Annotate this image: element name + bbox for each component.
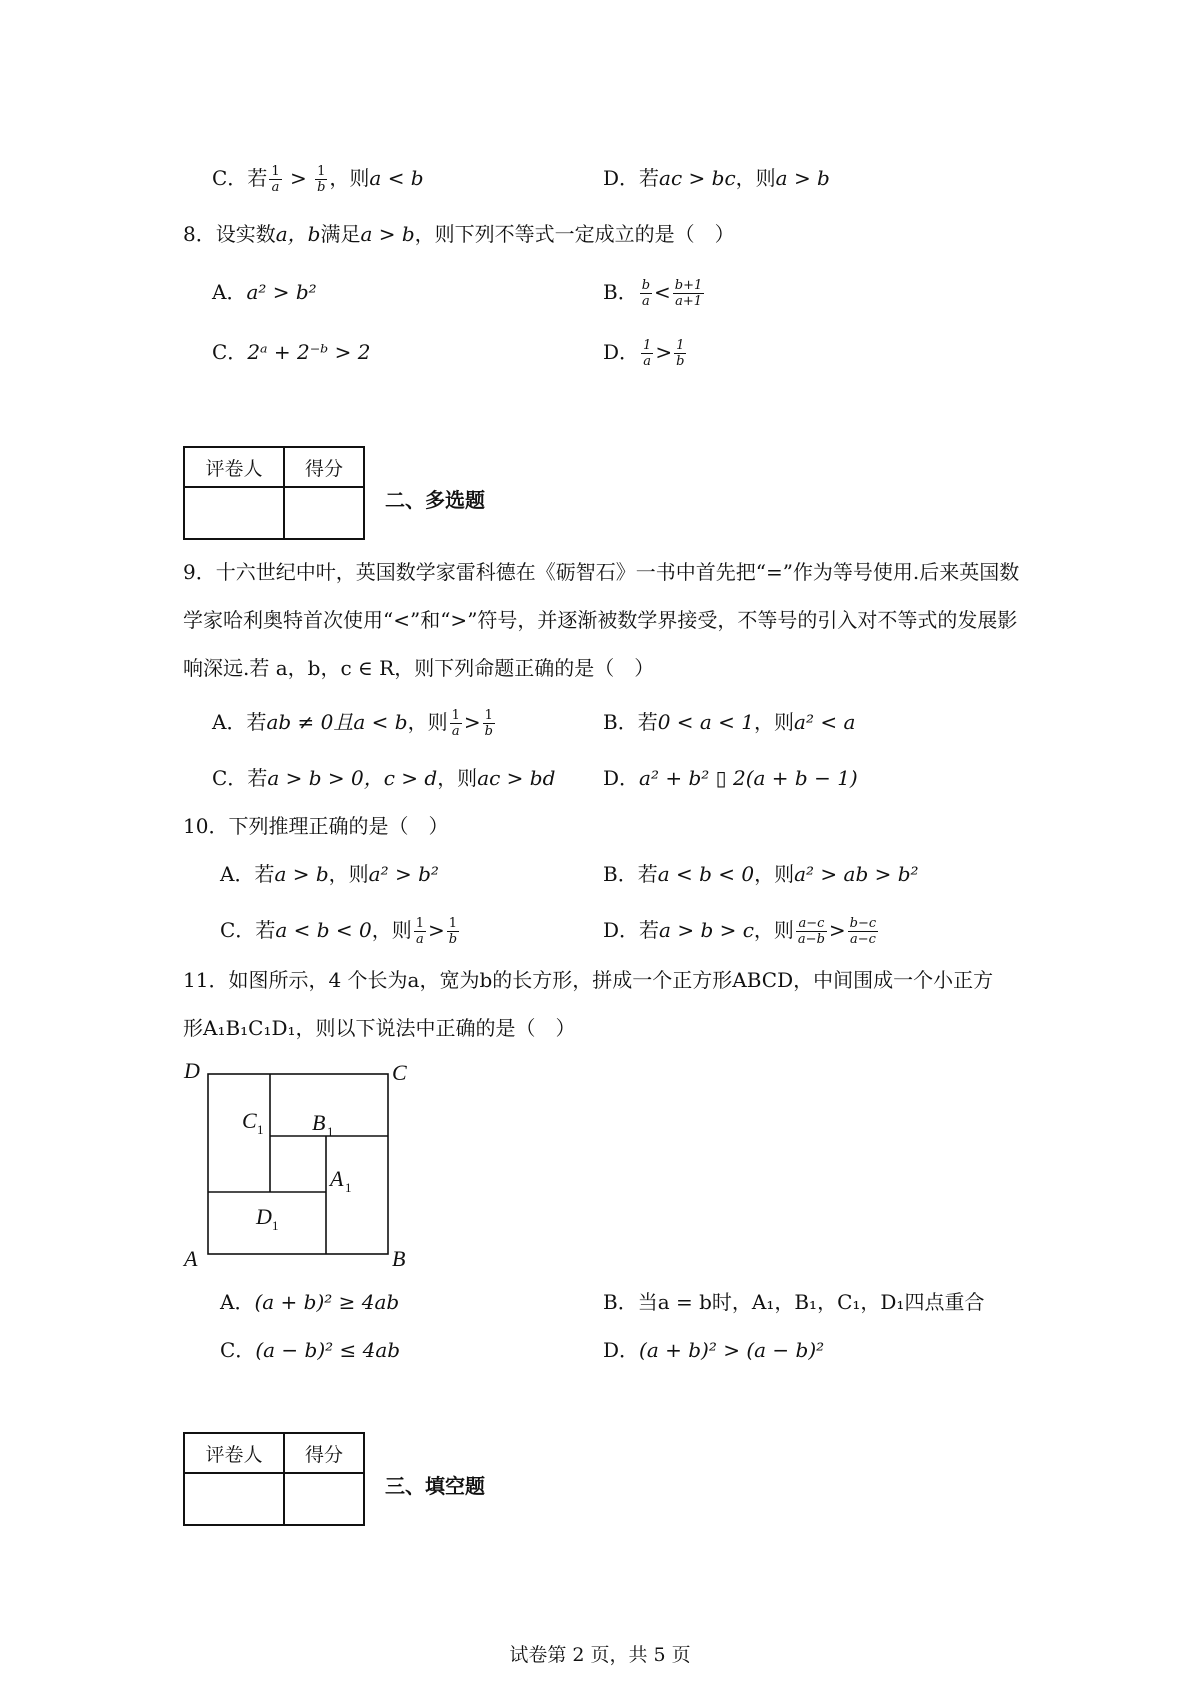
sub-d1: 1 xyxy=(272,1218,279,1233)
q8-option-c: C．2ᵃ + 2⁻ᵇ > 2 xyxy=(212,340,371,364)
q8-option-b: B． $\frac{b}{a}$ < $\frac{b+1}{a+1}$ xyxy=(603,278,703,309)
q9-option-b: B．若0 < a < 1，则a² < a xyxy=(603,710,856,734)
label-d1: D xyxy=(256,1204,272,1229)
reviewer-header: 评卷人 xyxy=(184,447,284,487)
q11-option-c: C．(a − b)² ≤ 4ab xyxy=(220,1338,401,1362)
q11-stem-line1: 11．如图所示，4 个长为a，宽为b的长方形，拼成一个正方形ABCD，中间围成一个小正方 xyxy=(183,968,994,992)
sub-b1: 1 xyxy=(327,1124,334,1139)
page-footer: 试卷第 2 页，共 5 页 xyxy=(509,1644,691,1666)
reviewer-cell[interactable] xyxy=(184,1473,284,1525)
q7-option-c: C．若 $\frac{1}{a}$ > $\frac{1}{b}$ ，则a < b xyxy=(212,164,424,195)
reviewer-header: 评卷人 xyxy=(184,1433,284,1473)
score-header: 得分 xyxy=(284,447,364,487)
score-header: 得分 xyxy=(284,1433,364,1473)
q10-option-b: B．若a < b < 0，则a² > ab > b² xyxy=(603,862,919,886)
label-d: D xyxy=(184,1058,200,1083)
label-a: A xyxy=(184,1246,198,1270)
score-cell[interactable] xyxy=(284,487,364,539)
score-cell[interactable] xyxy=(284,1473,364,1525)
section-title: 二、多选题 xyxy=(385,488,485,512)
q10-option-d: D．若a > b > c，则 $\frac{a-c}{a-b}$ > $\frac{b-c}{a-c}$ xyxy=(603,916,877,947)
q8-option-a: A．a² > b² xyxy=(212,280,317,304)
q7-option-d: D．若ac > bc，则a > b xyxy=(603,166,830,190)
q9-option-c: C．若a > b > 0，c > d，则ac > bd xyxy=(212,766,556,790)
sub-c1: 1 xyxy=(257,1122,264,1137)
score-table-2 xyxy=(183,1432,365,1526)
label-c: C xyxy=(392,1060,407,1085)
label-b1: B xyxy=(312,1110,326,1135)
q11-option-a: A．(a + b)² ≥ 4ab xyxy=(220,1290,400,1314)
label-b: B xyxy=(392,1246,406,1270)
reviewer-cell[interactable] xyxy=(184,487,284,539)
score-table xyxy=(183,446,365,540)
q11-stem-line2: 形A₁B₁C₁D₁，则以下说法中正确的是（ ） xyxy=(183,1016,576,1040)
q10-stem: 10．下列推理正确的是（ ） xyxy=(183,814,449,838)
q9-option-d: D．a² + b² ▯ 2(a + b − 1) xyxy=(603,766,858,790)
label-a1: A xyxy=(330,1166,344,1191)
square-diagram xyxy=(170,1050,430,1270)
sub-a1: 1 xyxy=(345,1180,352,1195)
q8-option-d: D． $\frac{1}{a}$ > $\frac{1}{b}$ xyxy=(603,338,685,369)
outer-square-abcd xyxy=(208,1074,388,1254)
q10-option-a: A．若a > b，则a² > b² xyxy=(220,862,439,886)
q9-stem: 9．十六世纪中叶，英国数学家雷科德在《砺智石》一书中首先把“=”作为等号使用.后来英国数学家哈利奥特首次使用“<”和“>”符号，并逐渐被数学界接受，不等号的引入对不等式的发展影响深远.若 a，b，c ∈ R，则下列命题正确的是（ ） xyxy=(183,560,1020,680)
q11-option-b: B．当a = b时，A₁，B₁，C₁，D₁四点重合 xyxy=(603,1290,985,1314)
q9-option-a: A．若ab ≠ 0且a < b，则 $\frac{1}{a}$ > $\frac{1}{b}$ xyxy=(212,708,493,739)
section-title-3: 三、填空题 xyxy=(385,1474,485,1498)
q11-option-d: D．(a + b)² > (a − b)² xyxy=(603,1338,825,1362)
q10-option-c: C．若a < b < 0，则 $\frac{1}{a}$ > $\frac{1}{b}$ xyxy=(220,916,458,947)
label-c1: C xyxy=(242,1108,257,1133)
q8-stem: 8．设实数a，b满足a > b，则下列不等式一定成立的是（ ） xyxy=(183,222,735,246)
